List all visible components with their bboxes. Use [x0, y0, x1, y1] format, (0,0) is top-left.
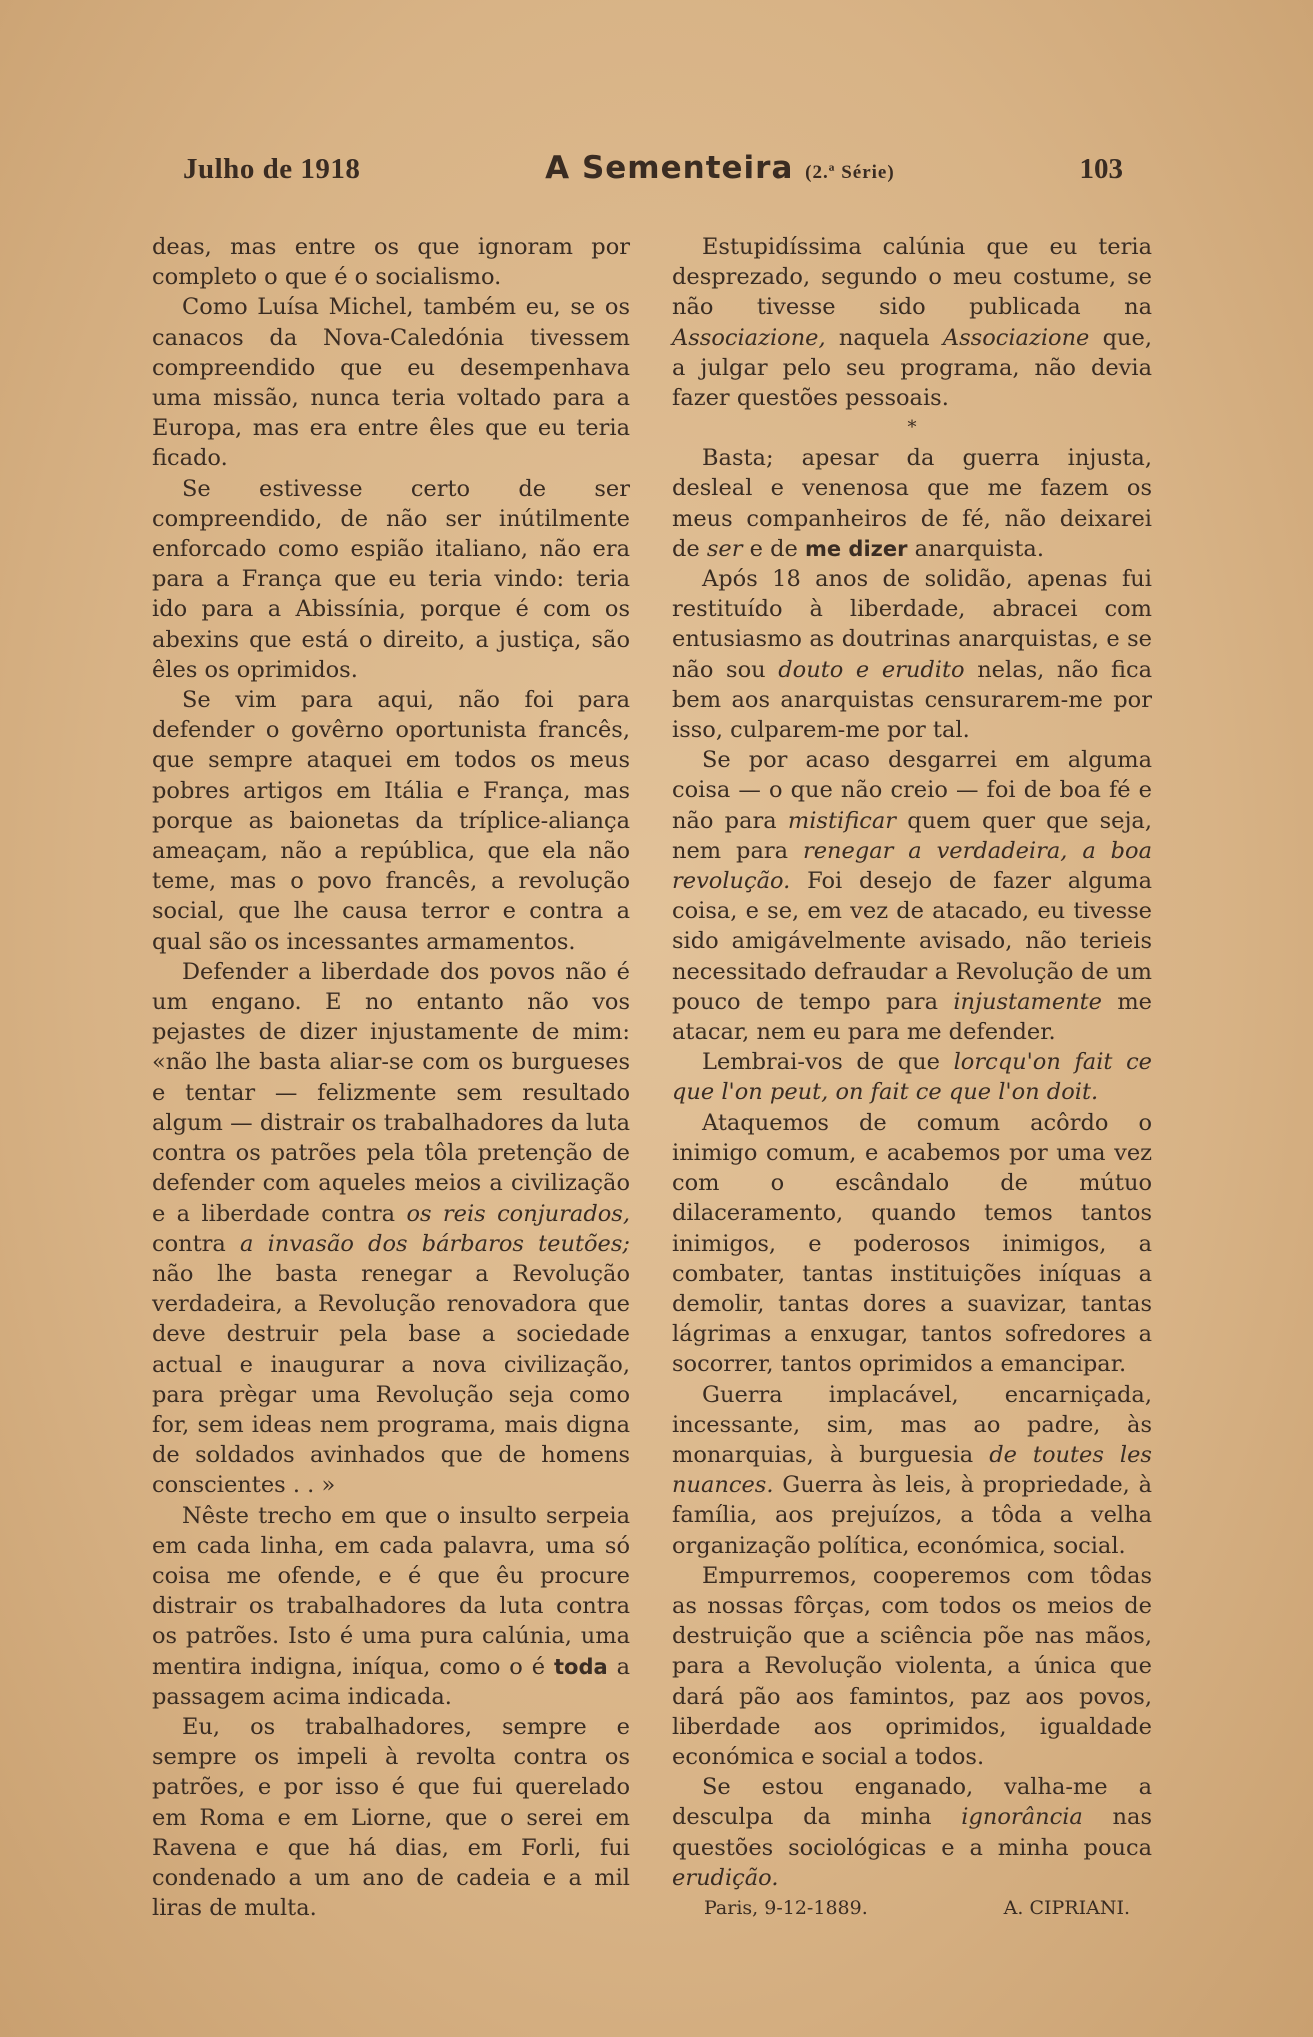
text-run: Guerra implacável, encarniçada, incessante, sim, mas ao padre, às monarquias, à burguesia: [672, 1381, 1152, 1468]
paragraph: [672, 443, 1152, 564]
issue-date: Julho de 1918: [183, 153, 361, 185]
text-run: Guerra às leis, à propriedade, à família, aos prejuízos, a tôda a velha organização política, económica, social.: [672, 1472, 1152, 1559]
publication-name: A Sementeira: [545, 150, 794, 186]
paragraph: Se estivesse certo de ser compreendido, de não ser inútilmente enforcado como espião italiano, não era para a França que eu teria vindo: teria ido para a Abissínia, porque é com os abexins que está o direito, a justiça, são êles os oprimidos.: [152, 475, 630, 683]
left-column: [152, 232, 630, 1923]
paragraph: Empurremos, cooperemos com tôdas as nossas fôrças, com todos os meios de destruição que a sciência põe nas mãos, para a Revolução violenta, a única que dará pão aos famintos, paz aos povos, liberdade aos oprimidos, igualdade económica e social a todos.: [672, 1562, 1152, 1770]
italic-text: mistificar: [787, 807, 896, 834]
publication-title: [545, 150, 895, 186]
paragraph: [152, 957, 630, 1501]
paragraph: [672, 564, 1152, 745]
paragraph: deas, mas entre os que ignoram por completo o que é o socialismo.: [152, 234, 630, 291]
text-run: Se por acaso desgarrei em alguma coisa — o que não creio — foi de boa fé e não para: [672, 747, 1152, 834]
italic-text: ser: [706, 535, 743, 562]
italic-text: Associazione,: [672, 324, 826, 351]
italic-text: de toutes les nuances.: [672, 1441, 1152, 1499]
italic-text: Associazione: [942, 324, 1090, 351]
text-run: a passagem acima indicada.: [152, 1653, 630, 1710]
text-run: que, a julgar pelo seu programa, não devia fazer questões pessoais.: [672, 324, 1152, 412]
paragraph: [672, 1380, 1152, 1561]
text-run: Foi desejo de fazer alguma coisa, e se, em vez de atacado, eu tivesse sido amigávelmente avisado, não terieis necessitado defraudar a Revolução de um pouco de tempo para: [672, 868, 1152, 1015]
text-run: Nêste trecho em que o insulto serpeia em cada linha, em cada palavra, uma só coisa me ofende, e é que êu procure distrair os trabalhadores da luta contra os patrões. Isto é uma pura calúnia, uma mentira indigna, iníqua, como o é: [152, 1502, 630, 1680]
section-separator: *: [907, 417, 917, 439]
paragraph: Eu, os trabalhadores, sempre e sempre os impeli à revolta contra os patrões, e por isso é que fui querelado em Roma e em Liorne, que o serei em Ravena e que há dias, em Forli, fui condenado a um ano de cadeia e a mil liras de multa.: [152, 1713, 630, 1922]
italic-text: douto e erudito: [778, 656, 965, 683]
page-header: [183, 150, 1123, 200]
italic-text: a invasão dos bárbaros teutões;: [240, 1230, 630, 1257]
text-run: Se estou enganado, valha-me a desculpa da minha: [672, 1774, 1152, 1831]
text-run: e de: [742, 535, 805, 562]
paragraph: [152, 1501, 630, 1712]
paragraph: [672, 745, 1152, 1047]
paragraph: Ataquemos de comum acôrdo o inimigo comum, e acabemos por uma vez com o escândalo de mútuo dilaceramento, quando temos tantos inimigos, e poderosos inimigos, a combater, tantas instituições iníquas a demolir, tantas dores a suavizar, tantas lágrimas a enxugar, tantos sofredores a socorrer, tantos oprimidos a emancipar.: [672, 1109, 1152, 1378]
bold-text: toda: [553, 1654, 608, 1679]
text-run: nas questões sociológicas e a minha pouca: [672, 1804, 1152, 1861]
paragraph: Se vim para aqui, não foi para defender o govêrno oportunista francês, que sempre ataquei em todos os meus pobres artigos em Itália e França, mas porque as baionetas da tríplice-aliança ameaçam, não a república, que ela não teme, mas o povo francês, a revolução social, que lhe causa terror e contra a qual são os incessantes armamentos.: [152, 687, 630, 955]
publication-series: (2.ª Série): [805, 162, 895, 183]
text-run: Lembrai-vos de que: [702, 1049, 954, 1076]
signature-line: [672, 1893, 1152, 1923]
italic-text: os reis conjurados,: [406, 1200, 630, 1227]
italic-text: renegar a verdadeira, a boa revolução.: [672, 837, 1153, 895]
italic-text: ignorância: [961, 1804, 1083, 1831]
text-run: Estupidíssima calúnia que eu teria desprezado, segundo o meu costume, se não tivesse sido publicada na: [672, 234, 1152, 321]
paragraph: [672, 1772, 1152, 1893]
text-run: me atacar, nem eu para me defender.: [672, 988, 1152, 1046]
right-column: [672, 232, 1152, 1923]
signature-author: A. CIPRIANI.: [1003, 1896, 1130, 1919]
text-run: Após 18 anos de solidão, apenas fui restituído à liberdade, abracei com entusiasmo as doutrinas anarquistas, e se não sou: [672, 566, 1152, 683]
text-run: Defender a liberdade dos povos não é um engano. E no entanto não vos pejastes de dizer injustamente de mim: «não lhe basta aliar-se com os burgueses e tentar — felizmente sem resultado algum — distrair os trabalhadores da luta contra os patrões pela tôla pretenção de defender com aqueles meios a civilização e a liberdade contra: [152, 958, 630, 1227]
text-run: nelas, não fica bem aos anarquistas censurarem-me por isso, culparem-me por tal.: [672, 656, 1152, 744]
page-number: 103: [1079, 153, 1123, 185]
paragraph: [672, 1047, 1152, 1107]
bold-text: me dizer: [805, 536, 908, 561]
italic-text: lorcqu'on fait ce que l'on peut, on fait ce que l'on doit.: [672, 1049, 1152, 1106]
italic-text: erudição.: [672, 1864, 779, 1891]
text-run: contra: [152, 1230, 241, 1257]
paragraph: [672, 232, 1152, 413]
signature-place-date: Paris, 9-12-1889.: [704, 1896, 868, 1919]
text-run: não lhe basta renegar a Revolução verdadeira, a Revolução renovadora que deve destruir pela base a sociedade actual e inaugurar a nova civilização, para prègar uma Revolução seja como for, sem ideas nem programa, mais digna de soldados avinhados que de homens conscientes . . »: [152, 1260, 630, 1499]
text-run: Basta; apesar da guerra injusta, desleal e venenosa que me fazem os meus companheiros de fé, não deixarei de: [672, 445, 1152, 562]
paragraph: Como Luísa Michel, também eu, se os canacos da Nova-Caledónia tivessem compreendido que eu desempenhava uma missão, nunca teria voltado para a Europa, mas era entre êles que eu teria ficado.: [152, 294, 630, 472]
text-run: anarquista.: [907, 535, 1044, 562]
text-run: naquela: [825, 324, 943, 351]
italic-text: injustamente: [953, 988, 1102, 1015]
text-run: quem quer que seja, nem para: [672, 807, 1153, 864]
